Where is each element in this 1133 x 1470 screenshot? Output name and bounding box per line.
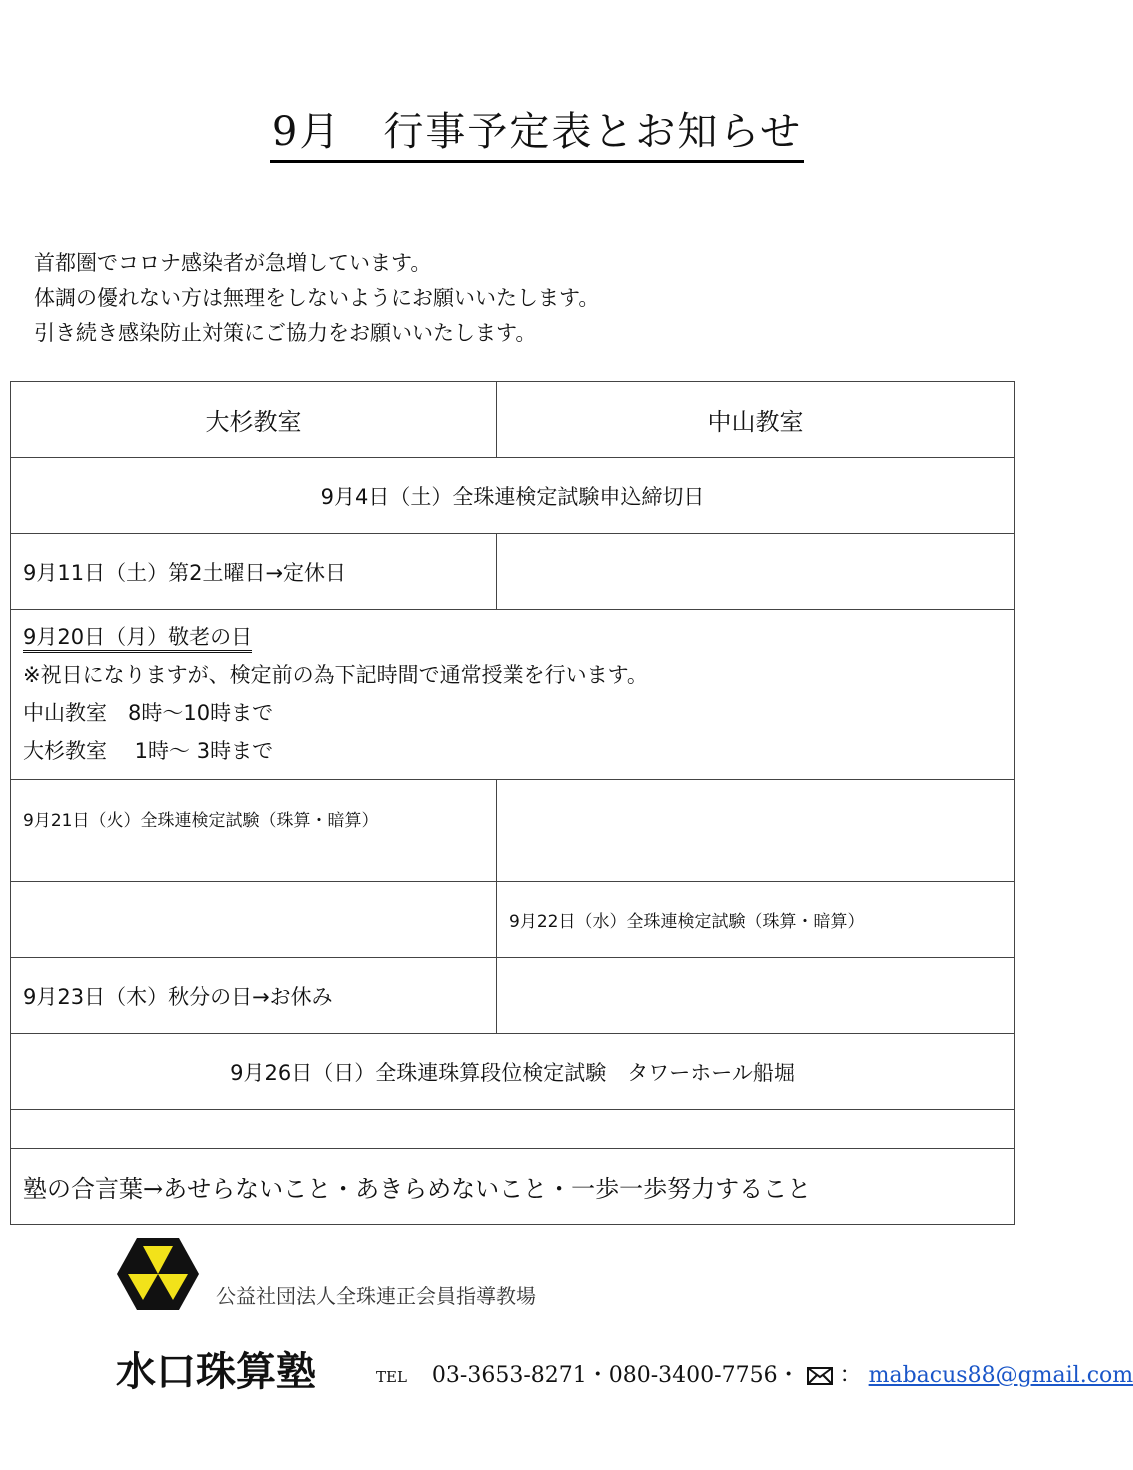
table-row — [11, 882, 1015, 958]
table-row — [11, 780, 1015, 882]
table-header-row — [11, 382, 1015, 458]
school-motto: 塾の合言葉→あせらないこと・あきらめないこと・一歩一歩努力すること — [11, 1149, 1015, 1225]
title-text: 9月 行事予定表とお知らせ — [270, 104, 804, 163]
table-row — [11, 458, 1015, 534]
mail-separator: ： — [839, 1363, 862, 1388]
holiday-date: 9月20日（月）敬老の日 — [23, 625, 252, 653]
table-row — [11, 1110, 1015, 1149]
table-row — [11, 1149, 1015, 1225]
email-link[interactable]: mabacus88@gmail.com — [868, 1363, 1133, 1388]
intro-line: 首都圏でコロナ感染者が急増しています。 — [34, 251, 432, 275]
table-row — [11, 534, 1015, 610]
event-sep23: 9月23日（木）秋分の日→お休み — [11, 958, 497, 1034]
holiday-nakayama-hours: 中山教室 8時～10時まで — [23, 701, 274, 725]
empty-cell — [497, 958, 1015, 1034]
table-row — [11, 610, 1015, 780]
empty-cell — [497, 534, 1015, 610]
empty-row — [11, 1110, 1015, 1149]
holiday-osugi-hours: 大杉教室 1時～ 3時まで — [23, 739, 274, 763]
event-sep26: 9月26日（日）全珠連珠算段位検定試験 タワーホール船堀 — [11, 1034, 1015, 1110]
table-row — [11, 958, 1015, 1034]
association-label: 公益社団法人全珠連正会員指導教場 — [216, 1284, 536, 1308]
holiday-note: ※祝日になりますが、検定前の為下記時間で通常授業を行います。 — [23, 663, 648, 687]
hexagon-abacus-logo-icon — [116, 1236, 200, 1312]
header-osugi: 大杉教室 — [11, 382, 497, 458]
schedule-table — [10, 381, 1015, 1225]
event-sep11: 9月11日（土）第2土曜日→定休日 — [11, 534, 497, 610]
header-nakayama: 中山教室 — [497, 382, 1015, 458]
event-sep20 — [11, 610, 1015, 780]
event-sep22: 9月22日（水）全珠連検定試験（珠算・暗算） — [497, 882, 1015, 958]
empty-cell — [11, 882, 497, 958]
school-name: 水口珠算塾 — [116, 1349, 316, 1395]
page-title — [0, 104, 1074, 163]
event-sep4: 9月4日（土）全珠連検定試験申込締切日 — [11, 458, 1015, 534]
intro-line: 引き続き感染防止対策にご協力をお願いいたします。 — [34, 321, 537, 345]
table-row — [11, 1034, 1015, 1110]
contact-info — [376, 1358, 1133, 1389]
intro-notice — [34, 246, 599, 351]
phone-numbers: 03-3653-8271・080-3400-7756・ — [431, 1363, 800, 1388]
envelope-icon — [807, 1367, 833, 1385]
intro-line: 体調の優れない方は無理をしないようにお願いいたします。 — [34, 286, 600, 310]
event-sep21: 9月21日（火）全珠連検定試験（珠算・暗算） — [11, 780, 497, 882]
empty-cell — [497, 780, 1015, 882]
tel-label: TEL — [376, 1368, 407, 1386]
